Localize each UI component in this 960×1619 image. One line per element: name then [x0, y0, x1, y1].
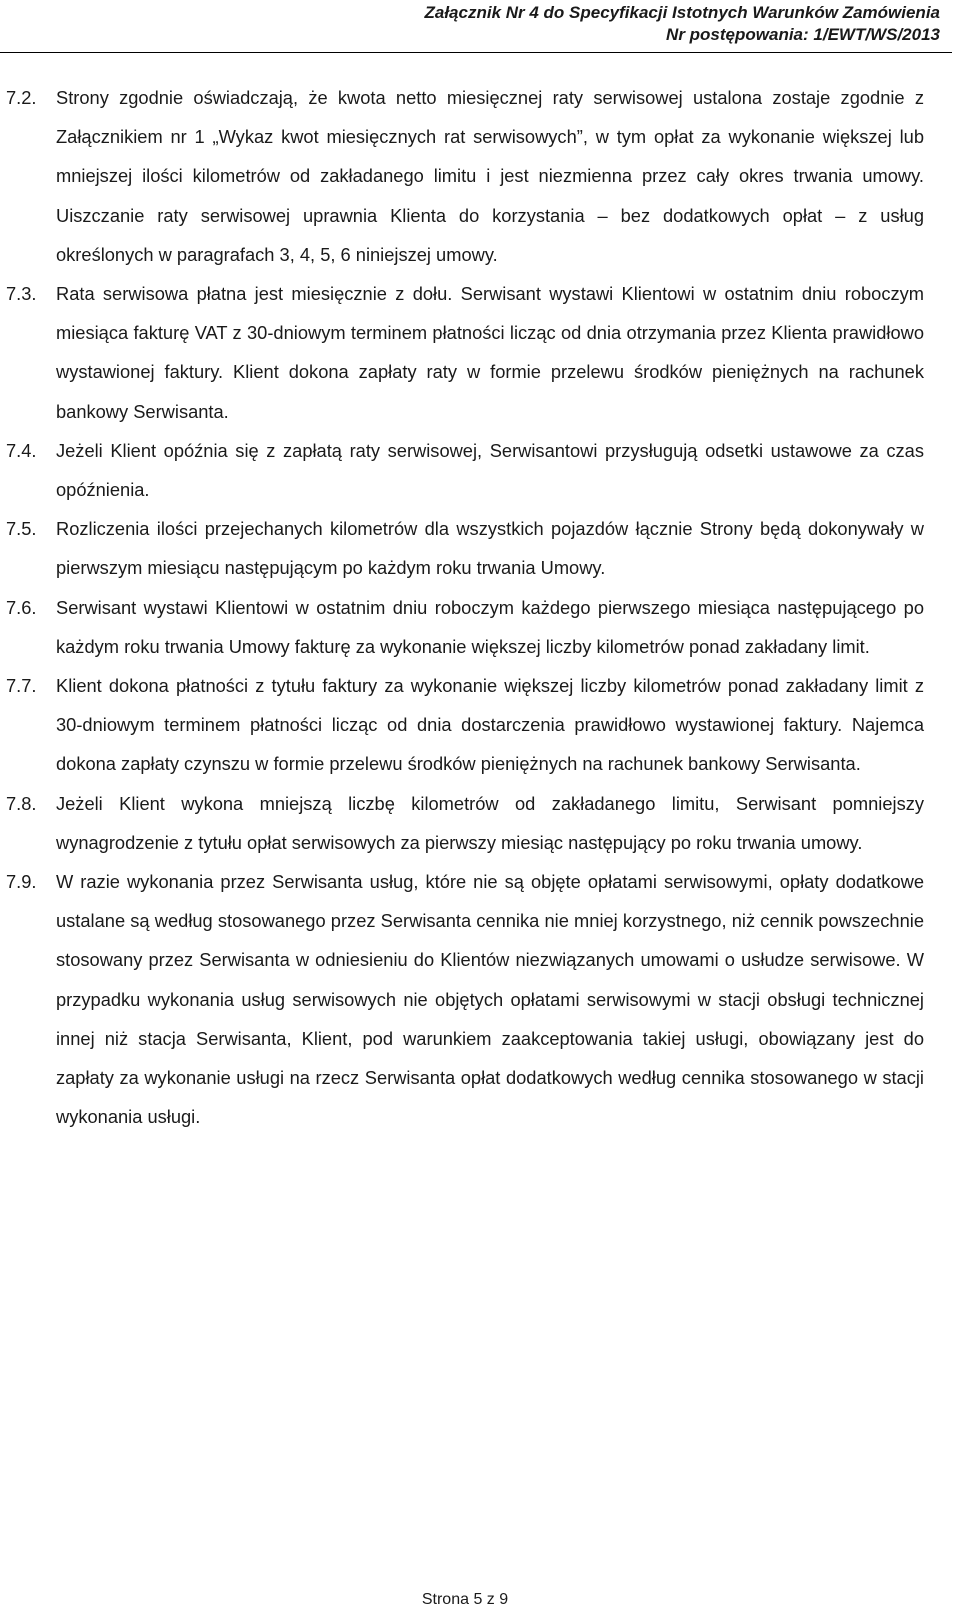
document-header — [425, 2, 941, 46]
clause-7-6 — [6, 588, 924, 666]
clause-number: 7.6. — [6, 596, 37, 618]
header-divider — [0, 52, 952, 53]
clause-text: Klient dokona płatności z tytułu faktury za wykonanie większej liczby kilometrów ponad zakładany limit z 30-dniowym terminem płatności licząc od dnia dostarczenia prawidłowo wystawionej faktury. Najemca dokona zapłaty czynszu w formie przelewu środków pieniężnych na rachunek bankowy Serwisanta. — [56, 675, 924, 775]
page-number: Strona 5 z 9 — [421, 1591, 509, 1608]
clause-7-7 — [6, 666, 924, 784]
header-reference-number: Nr postępowania: 1/EWT/WS/2013 — [666, 25, 940, 44]
clause-7-5 — [6, 509, 924, 587]
clause-number: 7.4. — [6, 439, 37, 461]
clause-7-9 — [6, 862, 924, 1136]
header-title: Załącznik Nr 4 do Specyfikacji Istotnych Warunków Zamówienia — [424, 3, 940, 22]
clause-number: 7.3. — [6, 283, 37, 305]
clause-number: 7.2. — [6, 87, 37, 108]
clause-7-8 — [6, 784, 924, 862]
clause-text: Jeżeli Klient opóźnia się z zapłatą raty serwisowej, Serwisantowi przysługują odsetki ustawowe za czas opóźnienia. — [56, 439, 924, 501]
clause-text: Rozliczenia ilości przejechanych kilometrów dla wszystkich pojazdów łącznie Strony będą dokonywały w pierwszym miesiącu następującym po każdym roku trwania Umowy. — [56, 518, 924, 579]
clause-7-4 — [6, 431, 924, 509]
clause-text: W razie wykonania przez Serwisanta usług, które nie są objęte opłatami serwisowymi, opłaty dodatkowe ustalane są według stosowanego przez Serwisanta cennika nie mniej korzystnego, niż cennik powszechnie stosowany przez Serwisanta w odniesieniu do Klientów niezwiązanych umowami o usłudze serwisowe. W przypadku wykonania usług serwisowych nie objętych opłatami serwisowymi w stacji obsługi technicznej innej niż stacja Serwisanta, Klient, pod warunkiem zaakceptowania takiej usługi, obowiązany jest do zapłaty za wykonanie usługi na rzecz Serwisanta opłat dodatkowych według cennika stosowanego w stacji wykonania usługi. — [56, 871, 924, 1128]
clause-text: Rata serwisowa płatna jest miesięcznie z dołu. Serwisant wystawi Klientowi w ostatnim dniu roboczym miesiąca fakturę VAT z 30-dniowym terminem płatności licząc od dnia otrzymania przez Klienta prawidłowo wystawionej faktury. Klient dokona zapłaty raty w formie przelewu środków pieniężnych na rachunek bankowy Serwisanta. — [56, 283, 924, 422]
clause-number: 7.8. — [6, 792, 37, 814]
clause-text: Jeżeli Klient wykona mniejszą liczbę kilometrów od zakładanego limitu, Serwisant pomniejszy wynagrodzenie z tytułu opłat serwisowych za pierwszy miesiąc następujący po roku trwania umowy. — [56, 792, 924, 853]
clause-text: Strony zgodnie oświadczają, że kwota netto miesięcznej raty serwisowej ustalona zostaje zgodnie z Załącznikiem nr 1 „Wykaz kwot miesięcznych rat serwisowych”, w tym opłat za wykonanie większej lub mniejszej ilości kilometrów od zakładanego limitu i jest niezmienna przez cały okres trwania umowy. Uiszczanie raty serwisowej uprawnia Klienta do korzystania – bez dodatkowych opłat – z usług określonych w paragrafach 3, 4, 5, 6 niniejszej umowy. — [56, 87, 924, 265]
clause-7-3 — [6, 274, 924, 431]
clause-number: 7.5. — [6, 518, 37, 540]
clause-7-2 — [6, 78, 924, 274]
clause-number: 7.7. — [6, 675, 37, 697]
clause-number: 7.9. — [6, 871, 37, 893]
document-body — [6, 78, 924, 1136]
clause-text: Serwisant wystawi Klientowi w ostatnim dniu roboczym każdego pierwszego miesiąca następującego po każdym roku trwania Umowy fakturę za wykonanie większej liczby kilometrów ponad zakładany limit. — [56, 596, 924, 657]
